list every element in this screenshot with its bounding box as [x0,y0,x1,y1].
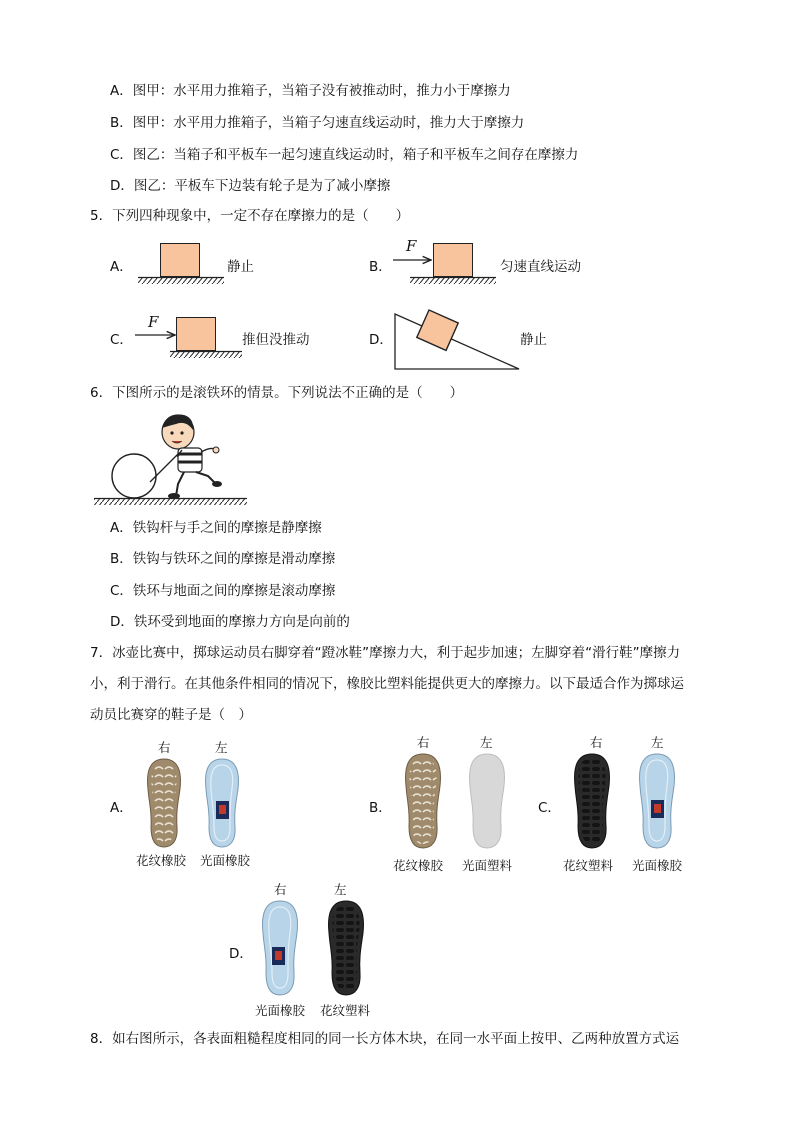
q6-option-d: D．铁环受到地面的摩擦力方向是向前的 [110,614,350,630]
q7d-right-caption: 光面橡胶 [255,1003,306,1018]
q6-option-b: B．铁钩与铁环之间的摩擦是滑动摩擦 [110,551,336,567]
q7-label-c: C． [538,800,561,816]
q7a-left-mark: 左 [215,740,228,755]
sole-d-right-smooth-rubber [259,899,301,997]
q6-option-a: A．铁钩杆与手之间的摩擦是静摩擦 [110,520,322,536]
q5-label-a: A． [110,259,133,275]
ground-c [170,351,242,359]
q7-label-d: D． [229,946,253,962]
q5-label-d: D． [369,332,393,348]
q7b-right-caption: 花纹橡胶 [393,858,444,873]
block-b [433,243,473,277]
q7b-right-mark: 右 [417,735,430,750]
q8-stem: 8．如右图所示，各表面粗糙程度相同的同一长方体木块，在同一水平面上按甲、乙两种放置方式运 [90,1031,680,1047]
sole-b-left-smooth-plastic [466,752,508,850]
q7d-left-caption: 花纹塑料 [320,1003,371,1018]
q7b-left-caption: 光面塑料 [462,858,513,873]
q5-label-c: C． [110,332,133,348]
sole-a-right-patterned-rubber [144,757,184,849]
sole-c-left-smooth-rubber [636,752,678,850]
q7d-left-mark: 左 [334,882,347,897]
q7-label-b: B． [369,800,392,816]
q4-option-c: C．图乙：当箱子和平板车一起匀速直线运动时，箱子和平板车之间存在摩擦力 [110,147,579,163]
q6-stem: 6．下图所示的是滚铁环的情景。下列说法不正确的是（ ） [90,385,464,401]
sole-b-right-patterned-rubber [402,752,444,850]
q7c-left-mark: 左 [651,735,664,750]
q7c-right-mark: 右 [590,735,603,750]
incline-d [393,298,523,372]
q7-stem-line-1: 7．冰壶比赛中，掷球运动员右脚穿着“蹬冰鞋”摩擦力大，利于起步加速；左脚穿着“滑行鞋”摩擦力 [90,645,681,661]
force-f-c: F [148,313,159,331]
q5-caption-d: 静止 [520,332,547,348]
q7a-right-mark: 右 [158,740,171,755]
q5-caption-a: 静止 [227,259,254,275]
q4-option-b: B．图甲：水平用力推箱子，当箱子匀速直线运动时，推力大于摩擦力 [110,115,525,131]
block-a [160,243,200,277]
q7b-left-mark: 左 [480,735,493,750]
q5-stem: 5．下列四种现象中，一定不存在摩擦力的是（ ） [90,208,410,224]
hoop-rolling-illustration [92,412,252,506]
q7c-left-caption: 光面橡胶 [632,858,683,873]
sole-c-right-patterned-plastic [571,752,613,850]
q7a-left-caption: 光面橡胶 [200,853,251,868]
q7-label-a: A． [110,800,133,816]
q7d-right-mark: 右 [274,882,287,897]
q5-caption-c: 推但没推动 [242,332,310,348]
q4-option-d: D．图乙：平板车下边装有轮子是为了减小摩擦 [110,178,391,194]
q4-option-a: A．图甲：水平用力推箱子，当箱子没有被推动时，推力小于摩擦力 [110,83,511,99]
force-f-b: F [406,237,417,255]
q5-label-b: B． [369,259,392,275]
q7-stem-line-3: 动员比赛穿的鞋子是（ ） [90,707,252,723]
q7c-right-caption: 花纹塑料 [563,858,614,873]
block-c [176,317,216,351]
ground-b [410,277,496,285]
ground-a [138,277,224,285]
sole-d-left-patterned-plastic [325,899,367,997]
q5-caption-b: 匀速直线运动 [500,259,581,275]
q7-stem-line-2: 小，利于滑行。在其他条件相同的情况下，橡胶比塑料能提供更大的摩擦力。以下最适合作为掷球运 [90,676,684,692]
sole-a-left-smooth-rubber [202,757,242,849]
force-arrow-c [135,331,177,339]
force-arrow-b [393,256,433,264]
q6-option-c: C．铁环与地面之间的摩擦是滚动摩擦 [110,583,336,599]
q7a-right-caption: 花纹橡胶 [136,853,187,868]
